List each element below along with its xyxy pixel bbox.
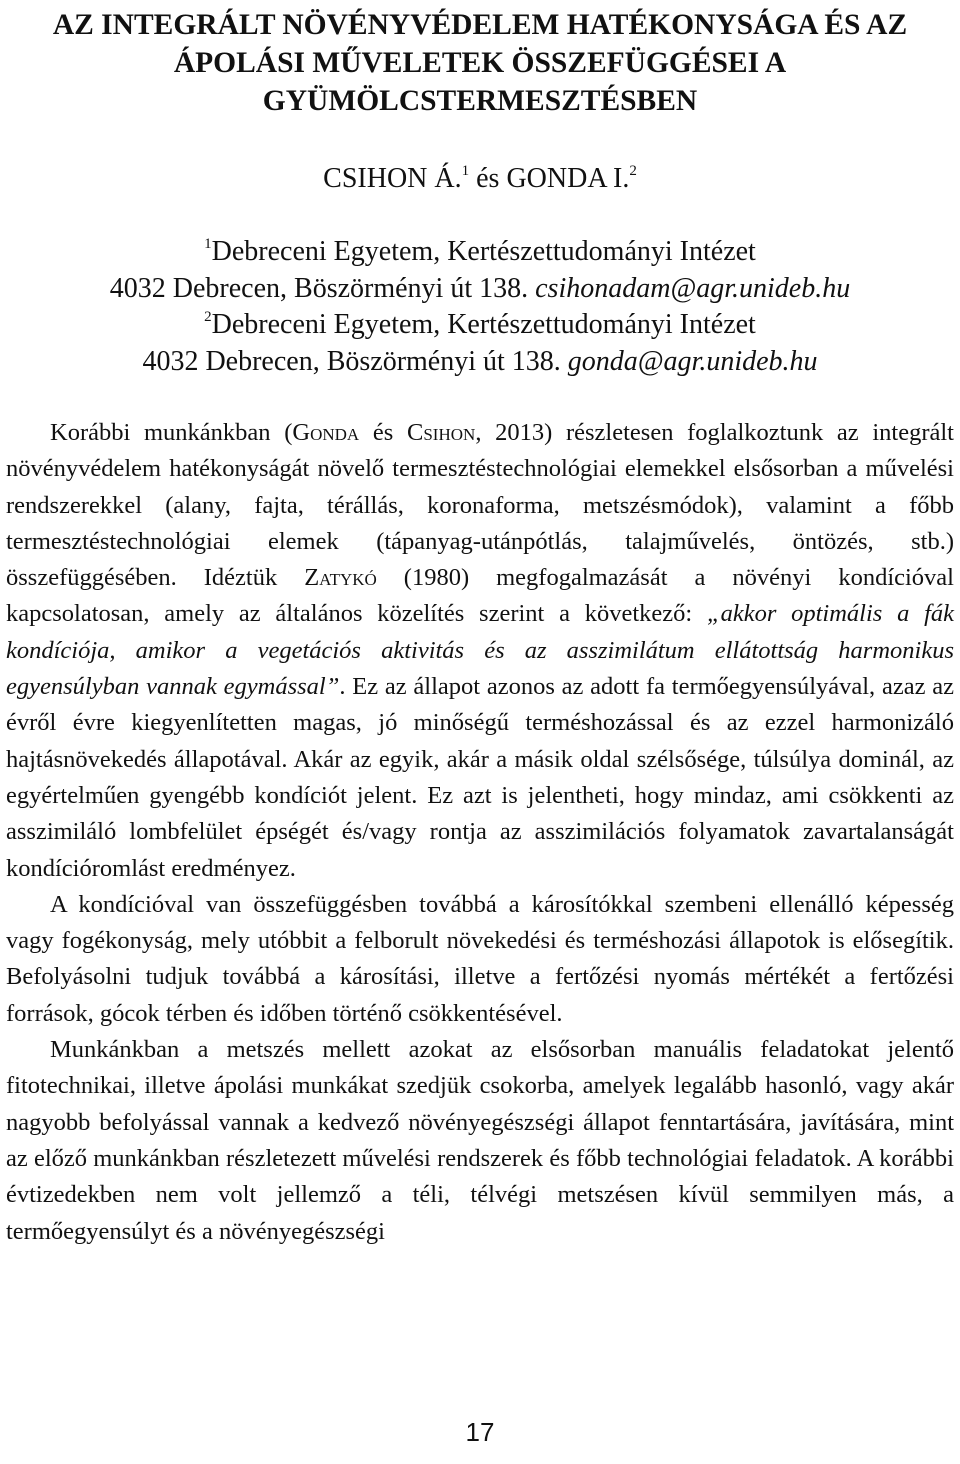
author-2-name: GONDA I. — [506, 163, 630, 194]
affiliation-1-institution-line — [6, 234, 954, 271]
title-line-2: ÁPOLÁSI MŰVELETEK ÖSSZEFÜGGÉSEI A — [173, 47, 787, 79]
paragraph-1-text-e: . Ez az állapot azonos az adott fa termőegyensúlyával, azaz az évről évre kiegyenlítetten magas, jó minőségű terméshozással és az ezzel harmonizáló hajtásnövekedés állapotával. Akár az egyik, akár a másik oldal szélsősége, túlsúlya dominál, az egyértelműen gyengébb kondíciót jelent. Ez azt is jelentheti, hogy mindaz, ami csökkenti az asszimiláló lombfelület épségét és/vagy rontja az asszimilációs folyamatok zavartalanságát kondícióromlást eredményez. — [6, 673, 954, 882]
title-line-3: GYÜMÖLCSTERMESZTÉSBEN — [262, 85, 698, 117]
author-1-name: CSIHON Á. — [323, 163, 462, 194]
page-number: 17 — [465, 1417, 495, 1447]
affiliation-2-institution-line — [6, 307, 954, 344]
author-line — [6, 162, 954, 196]
affiliation-2-address: 4032 Debrecen, Böszörményi út 138. — [142, 345, 561, 377]
author-connector: és — [476, 163, 500, 194]
paragraph-2: A kondícióval van összefüggésben továbbá a károsítókkal szembeni ellenálló képesség vagy fogékonyság, mely utóbbit a felborult növekedési és terméshozási állapotok is elősegítik. Befolyásolni tudjuk továbbá a károsítási, illetve a fertőzési nyomás mértékét a fertőzési források, gócok térben és időben történő csökkentésével. — [6, 890, 954, 1027]
paragraph-1-text-a: Korábbi munkánkban ( — [50, 419, 293, 446]
affiliation-1-mark: 1 — [204, 235, 212, 252]
abstract-body — [6, 415, 954, 1250]
title-line-1: AZ INTEGRÁLT NÖVÉNYVÉDELEM HATÉKONYSÁGA ÉS AZ — [52, 9, 908, 41]
paragraph-1-text-d: (1980) megfogalmazását a növényi kondícióval kapcsolatosan, amely az általános közelítés szerint a következő: — [6, 564, 954, 628]
affiliation-2-institution: Debreceni Egyetem, Kertészettudományi Intézet — [211, 309, 756, 340]
citation-author-zatyko: Zatykó — [304, 564, 377, 592]
affiliation-1-address: 4032 Debrecen, Böszörményi út 138. — [109, 272, 529, 304]
citation-author-csihon: Csihon — [407, 419, 476, 446]
paragraph-3: Munkánkban a metszés mellett azokat az elsősorban manuális feladatokat jelentő fitotechnikai, illetve ápolási munkákat szedjük csokorba, amelyek legalább hasonló, vagy akár nagyobb befolyással vannak a kedvező növényegészségi állapot fenntartására, javítására, mint az előző munkánkban részletezett művelési rendszerek és főbb technológiai feladatok. A korábbi évtizedekben nem volt jellemző a téli, télvégi metszésen kívül semmilyen más, a termőegyensúlyt és a növényegészségi — [6, 1036, 954, 1245]
paragraph-1-text-c: , 2013) részletesen foglalkoztunk az integrált növényvédelem hatékonyságát növelő termesztéstechnológiai elemekkel elsősorban a művelési rendszerekkel (alany, fajta, térállás, koronaforma, metszésmódok), valamint a főbb termesztéstechnológiai elemek (tápanyag-utánpótlás, talajművelés, öntözés, stb.) összefüggésében. Idéztük — [6, 419, 954, 592]
paragraph-1 — [6, 415, 954, 887]
affiliation-1-email: csihonadam@agr.unideb.hu — [535, 272, 851, 304]
affiliation-2-email: gonda@agr.unideb.hu — [567, 345, 818, 377]
affiliation-2-mark: 2 — [204, 308, 212, 325]
citation-author-gonda: Gonda — [292, 419, 360, 446]
author-1-affiliation-mark: 1 — [461, 162, 470, 179]
paragraph-1-text-b: és — [359, 419, 408, 446]
definition-quote: „akkor optimális a fák kondíciója, amikor a vegetációs aktivitás és az asszimilátum ellátottság harmonikus egyensúlyban vannak egymással” — [6, 600, 955, 701]
paper-title — [6, 0, 954, 120]
affiliation-2-address-line — [6, 344, 954, 381]
affiliations-block — [6, 234, 954, 380]
affiliation-1-address-line — [6, 271, 954, 308]
affiliation-1-institution: Debreceni Egyetem, Kertészettudományi Intézet — [211, 236, 756, 267]
author-2-affiliation-mark: 2 — [629, 162, 637, 179]
